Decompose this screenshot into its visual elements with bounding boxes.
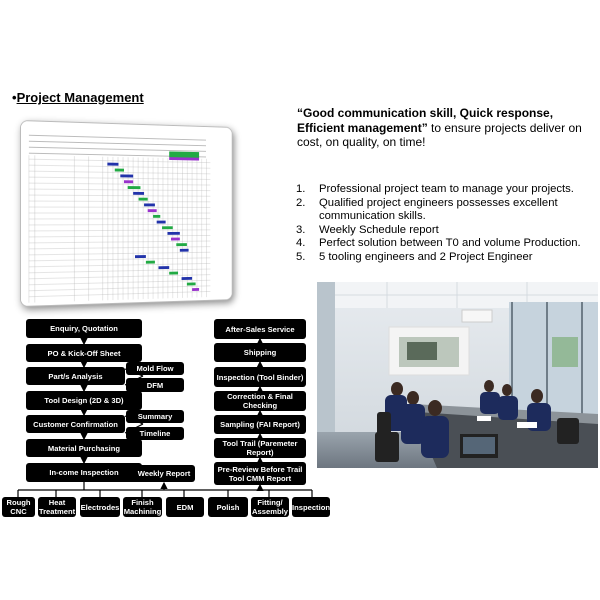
item-text: Perfect solution between T0 and volume Production. (319, 237, 581, 250)
flow-task-electrodes: Electrodes (80, 497, 120, 517)
item-number: 2. (296, 196, 306, 209)
item-number: 4. (296, 237, 306, 250)
flow-step-enquiry: Enquiry, Quotation (26, 319, 142, 338)
flow-weekly-report: Weekly Report (133, 465, 195, 482)
flow-step-inspection-tool-binder: Inspection (Tool Binder) (214, 367, 306, 387)
item-number: 5. (296, 250, 306, 263)
flow-step-correction-final: Correction & Final Checking (214, 391, 306, 411)
flow-step-tool-trail: Tool Trail (Paremeter Report) (214, 438, 306, 458)
flow-step-customer-confirmation: Customer Confirmation (26, 415, 125, 433)
flow-task-heat-treatment: Heat Treatment (38, 498, 76, 516)
flow-side-summary: Summary (126, 410, 184, 423)
item-text: Weekly Schedule report (319, 223, 439, 236)
flow-step-material-purchasing: Material Purchasing (26, 439, 142, 457)
flow-task-polish: Polish (208, 497, 248, 517)
item-text: 5 tooling engineers and 2 Project Engineer (319, 250, 533, 263)
flow-step-tool-design: Tool Design (2D & 3D) (26, 391, 142, 410)
heading-bullet: • (12, 90, 17, 105)
flow-step-part-analysis: Part/s Analysis (26, 367, 125, 385)
heading-title: Project Management (16, 90, 144, 105)
flow-step-shipping: Shipping (214, 343, 306, 362)
quote-bold: “Good communication skill, Quick response, Efficient management” (297, 106, 554, 135)
flow-side-timeline: Timeline (126, 427, 184, 440)
flow-task-rough-cnc: Rough CNC (2, 497, 35, 517)
flow-step-sampling: Sampling (FAI Report) (214, 415, 306, 434)
quote-rest: to ensure projects deliver on cost, on quality, on time! (297, 120, 582, 149)
item-text: Professional project team to manage your projects. (319, 183, 574, 195)
flow-task-inspection: Inspection (292, 497, 330, 517)
flow-step-after-sales: After-Sales Service (214, 319, 306, 339)
flow-task-finish-machining: Finish Machining (123, 498, 162, 516)
flow-step-income-inspection: In-come Inspection (26, 463, 142, 482)
item-text: Qualified project engineers possesses excellent communication skills. (319, 196, 558, 223)
flow-step-pre-review: Pre-Review Before Trail Tool CMM Report (214, 462, 306, 485)
flow-task-fitting-assembly: Fitting/ Assembly (252, 498, 288, 516)
item-number: 3. (296, 223, 306, 236)
flow-side-mold-flow: Mold Flow (126, 362, 184, 375)
item-number: 1. (296, 183, 306, 195)
flow-step-po-kickoff: PO & Kick-Off Sheet (26, 344, 142, 362)
flow-task-edm: EDM (166, 497, 204, 517)
flow-side-dfm: DFM (126, 378, 184, 392)
